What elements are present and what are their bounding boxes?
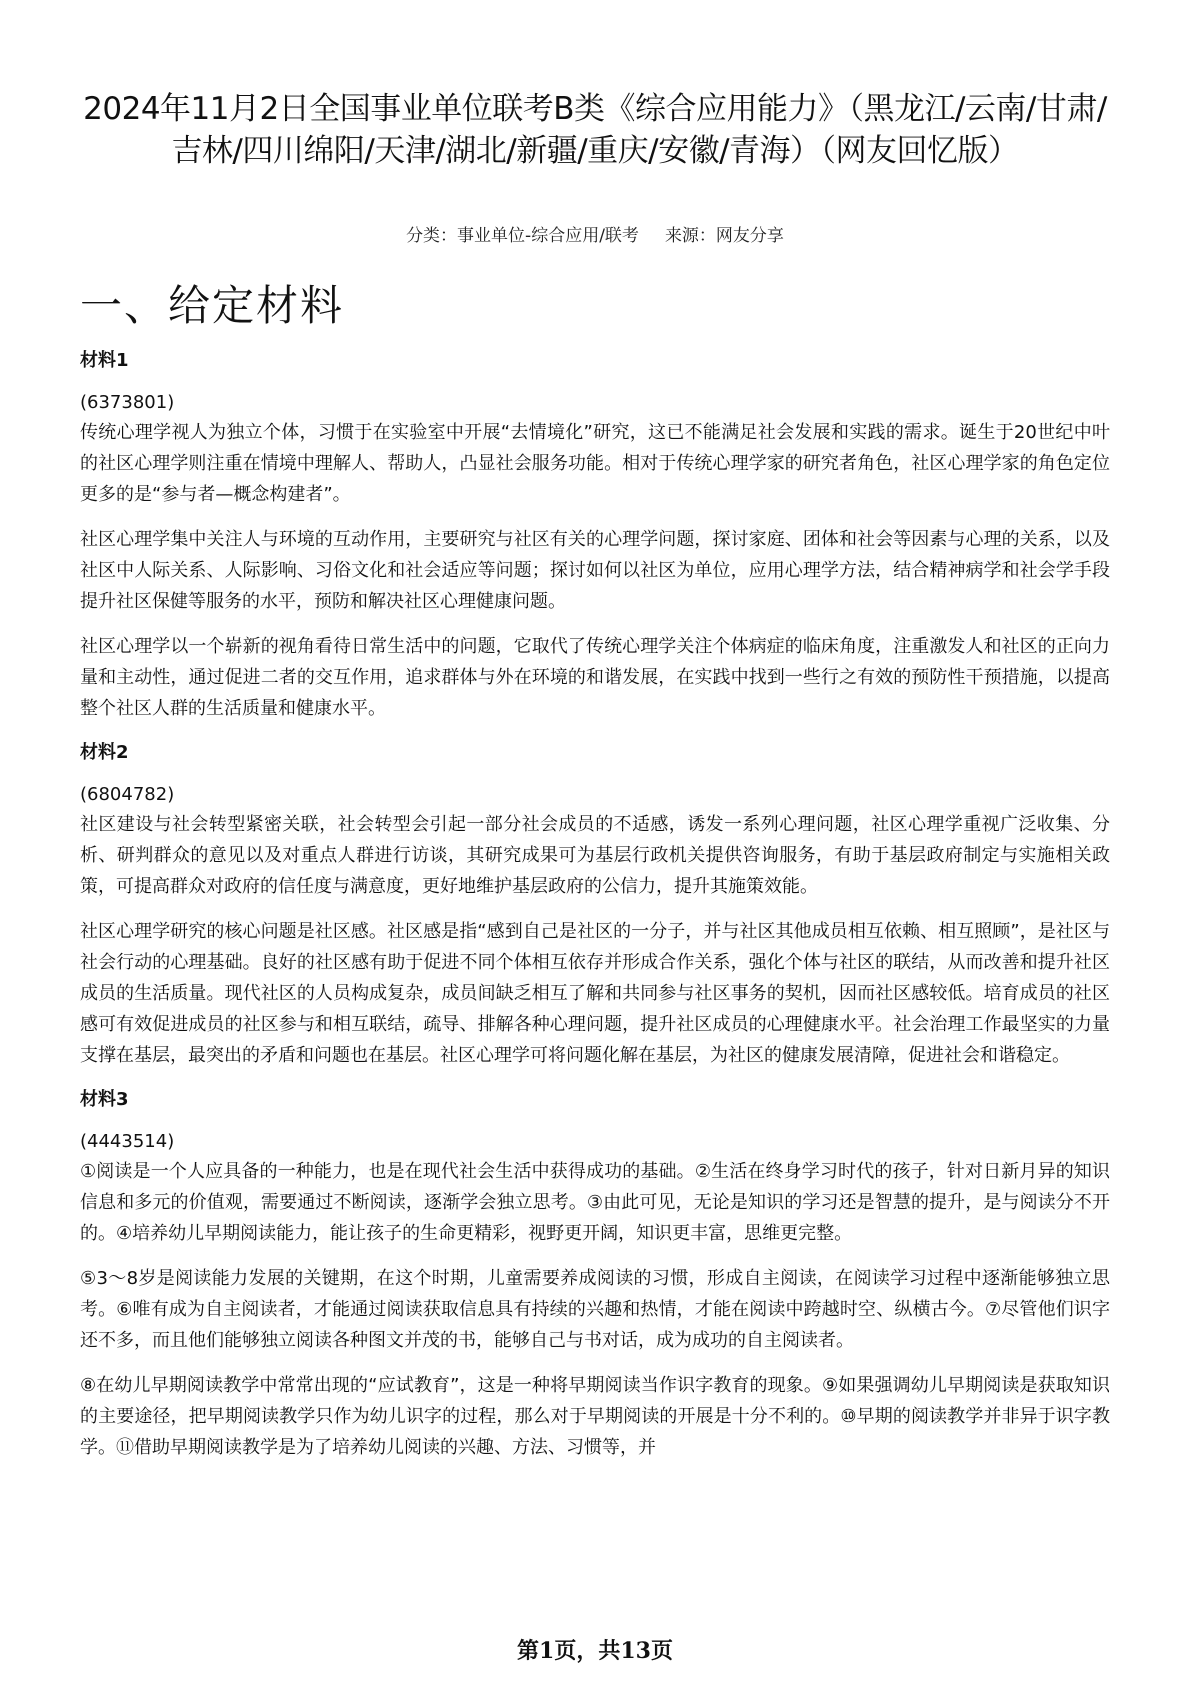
paragraph: 社区心理学以一个崭新的视角看待日常生活中的问题，它取代了传统心理学关注个体病症的临床角度，注重激发人和社区的正向力量和主动性，通过促进二者的交互作用，追求群体与外在环境的和谐发展，在实践中找到一些行之有效的预防性干预措施，以提高整个社区人群的生活质量和健康水平。 — [80, 636, 1110, 719]
paragraph: 社区心理学研究的核心问题是社区感。社区感是指“感到自己是社区的一分子，并与社区其他成员相互依赖、相互照顾”，是社区与社会行动的心理基础。良好的社区感有助于促进不同个体相互依存并形成合作关系，强化个体与社区的联结，从而改善和提升社区成员的生活质量。现代社区的人员构成复杂，成员间缺乏相互了解和共同参与社区事务的契机，因而社区感较低。培育成员的社区感可有效促进成员的社区参与和相互联结，疏导、排解各种心理问题，提升社区成员的心理健康水平。社会治理工作最坚实的力量支撑在基层，最突出的矛盾和问题也在基层。社区心理学可将问题化解在基层，为社区的健康发展清障，促进社会和谐稳定。 — [80, 921, 1110, 1066]
source-label: 来源：网友分享 — [664, 226, 784, 246]
material-id: (6804782) — [80, 784, 175, 805]
material-id: (6373801) — [80, 392, 175, 413]
material-label: 材料1 — [80, 350, 129, 371]
paragraph: ⑤3～8岁是阅读能力发展的关键期，在这个时期，儿童需要养成阅读的习惯，形成自主阅读，在阅读学习过程中逐渐能够独立思考。⑥唯有成为自主阅读者，才能通过阅读获取信息具有持续的兴趣和热情，才能在阅读中跨越时空、纵横古今。⑦尽管他们识字还不多，而且他们能够独立阅读各种图文并茂的书，能够自己与书对话，成为成功的自主阅读者。 — [80, 1268, 1110, 1351]
material-label: 材料3 — [80, 1089, 129, 1110]
materials-content — [80, 348, 1110, 1479]
paragraph: 社区心理学集中关注人与环境的互动作用，主要研究与社区有关的心理学问题，探讨家庭、团体和社会等因素与心理的关系，以及社区中人际关系、人际影响、习俗文化和社会适应等问题；探讨如何以社区为单位，应用心理学方法，结合精神病学和社会学手段提升社区保健等服务的水平，预防和解决社区心理健康问题。 — [80, 529, 1110, 612]
material-1 — [80, 348, 1110, 724]
document-title: 2024年11月2日全国事业单位联考B类《综合应用能力》（黑龙江/云南/甘肃/吉林/四川绵阳/天津/湖北/新疆/重庆/安徽/青海）（网友回忆版） — [83, 91, 1107, 169]
material-2 — [80, 740, 1110, 1071]
paragraph: ⑧在幼儿早期阅读教学中常常出现的“应试教育”，这是一种将早期阅读当作识字教育的现象。⑨如果强调幼儿早期阅读是获取知识的主要途径，把早期阅读教学只作为幼儿识字的过程，那么对于早期阅读的开展是十分不利的。⑩早期的阅读教学并非异于识字教学。⑪借助早期阅读教学是为了培养幼儿阅读的兴趣、方法、习惯等，并 — [80, 1375, 1110, 1458]
paragraph: 传统心理学视人为独立个体，习惯于在实验室中开展“去情境化”研究，这已不能满足社会发展和实践的需求。诞生于20世纪中叶的社区心理学则注重在情境中理解人、帮助人，凸显社会服务功能。相对于传统心理学家的研究者角色，社区心理学家的角色定位更多的是“参与者—概念构建者”。 — [80, 422, 1110, 505]
document-meta — [80, 224, 1110, 248]
paragraph: ①阅读是一个人应具备的一种能力，也是在现代社会生活中获得成功的基础。②生活在终身学习时代的孩子，针对日新月异的知识信息和多元的价值观，需要通过不断阅读，逐渐学会独立思考。③由此可见，无论是知识的学习还是智慧的提升，是与阅读分不开的。④培养幼儿早期阅读能力，能让孩子的生命更精彩，视野更开阔，知识更丰富，思维更完整。 — [80, 1161, 1110, 1244]
material-id: (4443514) — [80, 1131, 175, 1152]
section-heading: 一、给定材料 — [80, 281, 345, 330]
paragraph: 社区建设与社会转型紧密关联，社会转型会引起一部分社会成员的不适感，诱发一系列心理问题，社区心理学重视广泛收集、分析、研判群众的意见以及对重点人群进行访谈，其研究成果可为基层行政机关提供咨询服务，有助于基层政府制定与实施相关政策，可提高群众对政府的信任度与满意度，更好地维护基层政府的公信力，提升其施策效能。 — [80, 814, 1110, 897]
material-3 — [80, 1087, 1110, 1463]
category-label: 分类：事业单位-综合应用/联考 — [406, 226, 639, 246]
material-label: 材料2 — [80, 742, 129, 763]
page-footer: 第1页，共13页 — [517, 1638, 673, 1664]
